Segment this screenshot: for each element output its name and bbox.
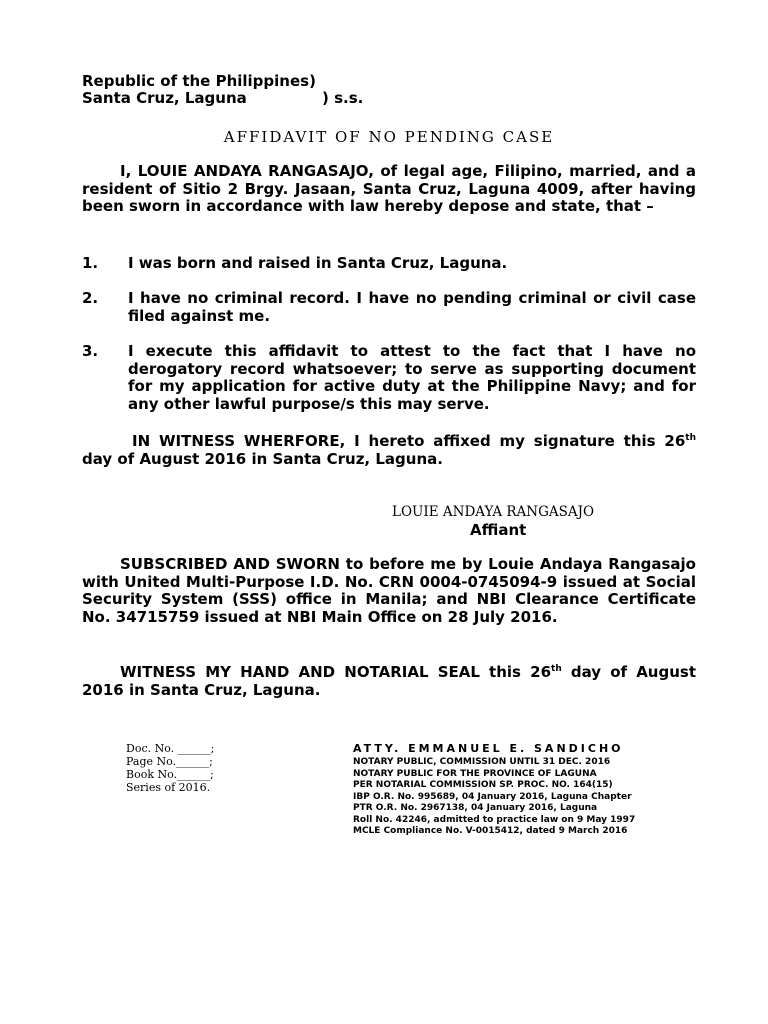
notary-detail-line: MCLE Compliance No. V-0015412, dated 9 March 2016 [353, 826, 628, 836]
notary-detail-line: NOTARY PUBLIC, COMMISSION UNTIL 31 DEC. 2016 [353, 757, 611, 767]
item-text: I execute this affidavit to attest to the fact that I have no derogatory record whatsoever; to serve as supporting document for my application for active duty at the Philippine Navy; and for any other lawful purpose/s this may serve. [128, 342, 696, 413]
item-number: 2. [82, 289, 99, 307]
document-title: AFFIDAVIT OF NO PENDING CASE [223, 128, 555, 146]
item-number: 1. [82, 254, 99, 272]
doc-info-block [126, 742, 214, 794]
seal-ordinal: th [551, 664, 562, 674]
doc-number: Doc. No. ______; [126, 742, 215, 755]
venue-city: Santa Cruz, Laguna [82, 89, 247, 107]
seal-paragraph [82, 664, 696, 699]
venue-line-republic: Republic of the Philippines) [82, 72, 316, 90]
witness-text-end: day of August 2016 in Santa Cruz, Laguna. [82, 449, 443, 468]
witness-ordinal: th [685, 433, 696, 443]
subscribed-paragraph: SUBSCRIBED AND SWORN to before me by Louie Andaya Rangasajo with United Multi-Purpose I.D. No. CRN 0004-0745094-9 issued at Social Security System (SSS) office in Manila; and NBI Clearance Certificate No. 34715759 issued at NBI Main Office on 28 July 2016. [82, 555, 696, 626]
notary-details [353, 757, 635, 838]
list-item [82, 290, 696, 325]
notary-detail-line: NOTARY PUBLIC FOR THE PROVINCE OF LAGUNA [353, 768, 597, 779]
seal-text-end: day of August 2016 in Santa Cruz, Laguna. [82, 663, 696, 699]
page-number: Page No.______; [126, 755, 213, 768]
list-item [82, 255, 696, 273]
venue-line-city [82, 90, 482, 107]
item-number: 3. [82, 342, 99, 360]
witness-text-start: IN WITNESS WHERFORE, I hereto affixed my signature this 26 [132, 432, 686, 450]
notary-detail-line: PER NOTARIAL COMMISSION SP. PROC. NO. 164(15) [353, 780, 613, 790]
notary-detail-line: PTR O.R. No. 2967138, 04 January 2016, Laguna [353, 803, 598, 813]
book-number: Book No.______; [126, 768, 214, 781]
item-text: I was born and raised in Santa Cruz, Laguna. [128, 254, 508, 272]
list-item [82, 343, 696, 413]
venue-block [82, 73, 482, 107]
intro-paragraph: I, LOUIE ANDAYA RANGASAJO, of legal age, Filipino, married, and a resident of Sitio 2 Brgy. Jasaan, Santa Cruz, Laguna 4009, after having been sworn in accordance with law hereby depose and state, that – [82, 162, 696, 215]
notary-name: ATTY. EMMANUEL E. SANDICHO [353, 742, 624, 755]
affiant-label: Affiant [470, 521, 527, 539]
venue-ss: ) s.s. [322, 89, 364, 107]
series-year: Series of 2016. [126, 781, 211, 794]
seal-text-start: WITNESS MY HAND AND NOTARIAL SEAL this 26 [120, 663, 552, 681]
witness-paragraph [82, 433, 696, 468]
notary-detail-line: Roll No. 42246, admitted to practice law on 9 May 1997 [353, 814, 636, 825]
item-text: I have no criminal record. I have no pending criminal or civil case filed against me. [128, 289, 696, 325]
affiant-name: LOUIE ANDAYA RANGASAJO [392, 504, 595, 520]
notary-detail-line: IBP O.R. No. 995689, 04 January 2016, Laguna Chapter [353, 791, 632, 802]
